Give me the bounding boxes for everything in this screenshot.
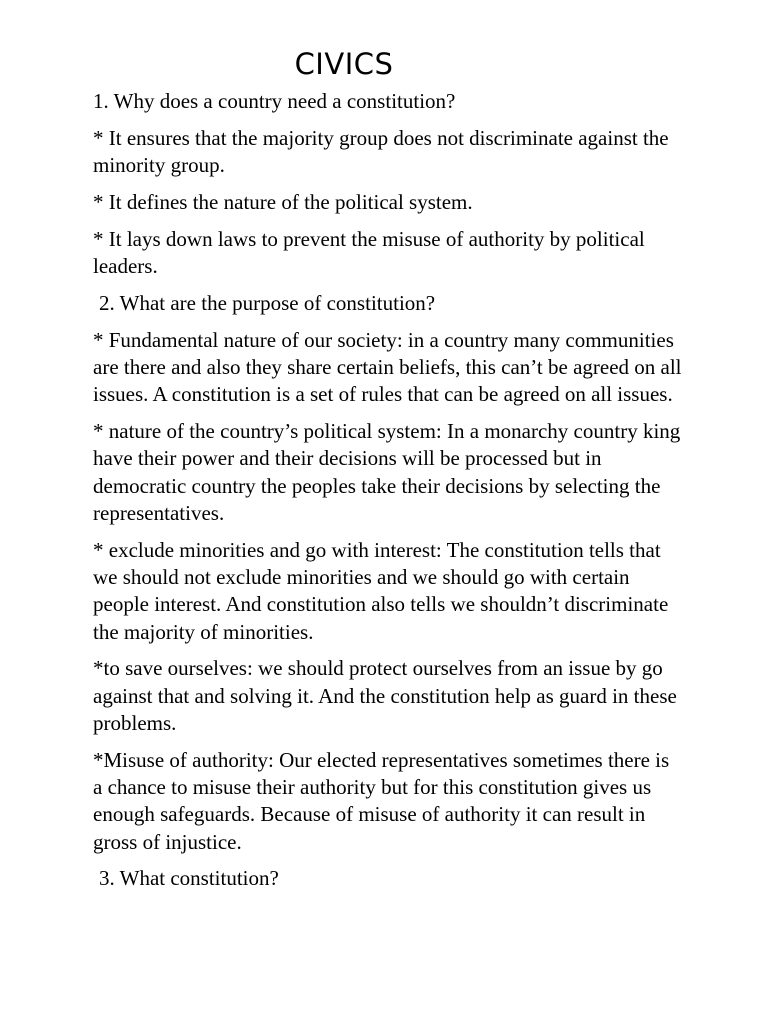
question-1: 1. Why does a country need a constitution? <box>93 89 456 113</box>
document-body <box>93 88 683 902</box>
answer-2-point-3: * exclude minorities and go with interest: The constitution tells that we should not exclude minorities and we should go with certain people interest. And constitution also tells we shouldn’t discriminate the majority of minorities. <box>93 537 669 644</box>
answer-1-point-1: * It ensures that the majority group does not discriminate against the minority group. <box>93 125 669 178</box>
answer-2-point-1: * Fundamental nature of our society: in a country many communities are there and also they share certain beliefs, this can’t be agreed on all issues. A constitution is a set of rules that can be agreed on all issues. <box>93 327 682 407</box>
answer-2-point-4: *to save ourselves: we should protect ourselves from an issue by go against that and solving it. And the constitution help as guard in these problems. <box>93 656 677 735</box>
question-2: 2. What are the purpose of constitution? <box>99 290 436 315</box>
answer-2-point-5: *Misuse of authority: Our elected representatives sometimes there is a chance to misuse their authority but for this constitution gives us enough safeguards. Because of misuse of authority it can result in gross of injustice. <box>93 747 670 854</box>
answer-1-point-3: * It lays down laws to prevent the misuse of authority by political leaders. <box>93 226 645 278</box>
page-title: CIVICS <box>294 47 394 81</box>
answer-1-point-2: * It defines the nature of the political system. <box>93 189 473 214</box>
question-3: 3. What constitution? <box>99 866 279 891</box>
answer-2-point-2: * nature of the country’s political system: In a monarchy country king have their power and their decisions will be processed but in democratic country the peoples take their decisions by selecting the representatives. <box>93 418 681 525</box>
